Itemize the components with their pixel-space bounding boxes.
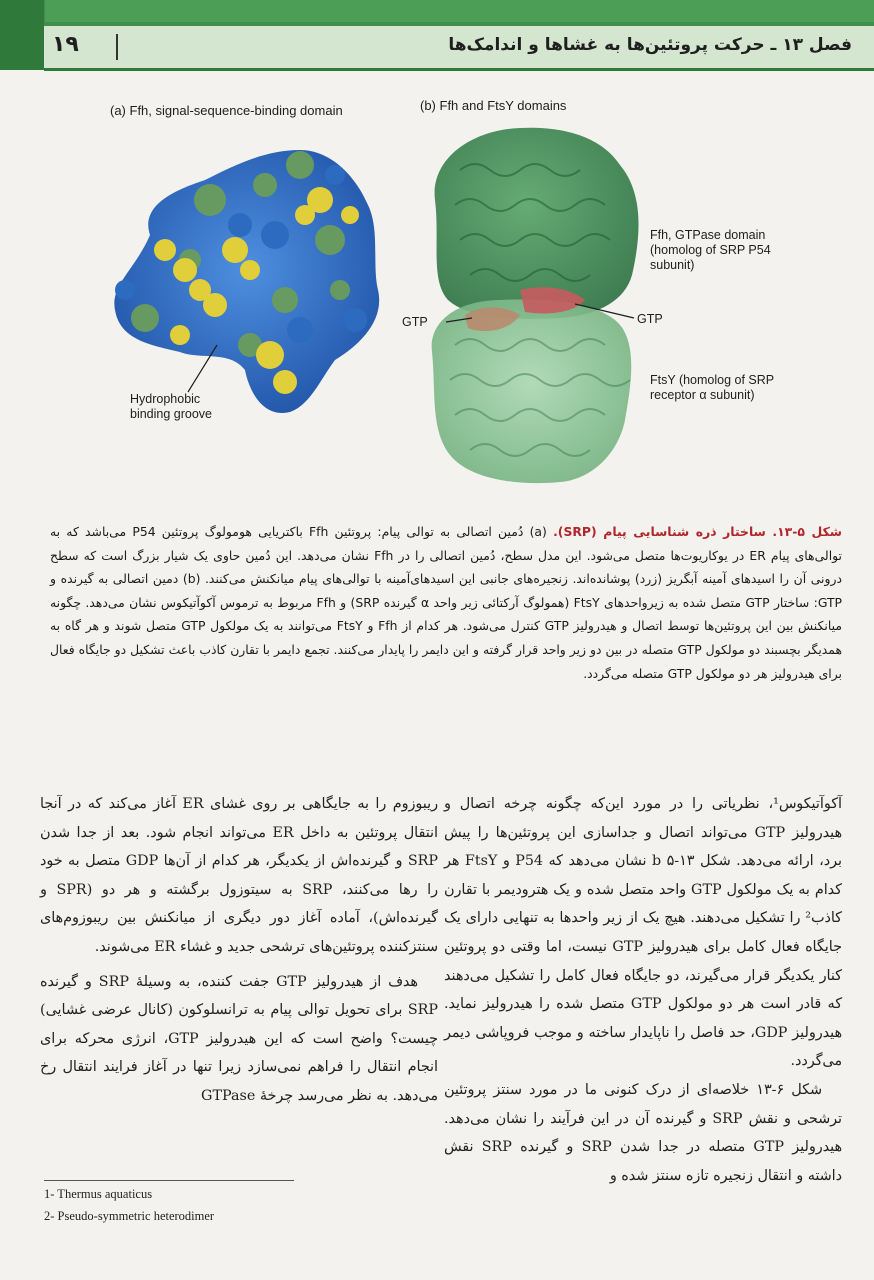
panel-a-label: (a) Ffh, signal-sequence-binding domain [110, 103, 343, 118]
footnote-2: 2- Pseudo-symmetric heterodimer [44, 1209, 215, 1223]
paragraph: شکل ۶-۱۳ خلاصه‌ای از درک کنونی ما در مورد سنتز پروتئین ترشحی و نقش SRP و گیرنده آن در این فرآیند را نشان می‌دهد. هیدرولیز GTP متصله در جدا شدن SRP و گیرنده SRP نقش داشته و انتقال زنجیره تازه سنتز شده و [444, 1081, 842, 1184]
paragraph: هدف از هیدرولیز GTP جفت کننده، به وسیلهٔ SRP و گیرنده SRP برای تحویل توالی پیام به ترانسلوکون (کانال عرضی غشایی) چیست؟ واضح است که این هیدرولیز GTP، انرژی محرکه برای انجام انتقال را فراهم نمی‌سازد زیرا تنها در آغاز فرایند انتقال رخ می‌دهد. به نظر می‌رسد چرخهٔ GTPase [40, 973, 438, 1104]
hydrophobic-groove-label: Hydrophobic binding groove [130, 392, 213, 421]
ffh-gtpase-label: Ffh, GTPase domain (homolog of SRP P54 subunit) [650, 228, 771, 272]
body-column-left [40, 790, 438, 1111]
paragraph: آکوآتیکوس¹، نظریاتی را در مورد این‌که چگونه چرخه اتصال و هیدرولیز GTP می‌تواند اتصال و جداسازی این پروتئین‌ها را پیش برد، ارائه می‌دهد. شکل b ۵-۱۳ نشان می‌دهد که P54 و FtsY هر کدام به یک مولکول GTP واحد متصل شده و یک هترودیمر با تقارن کاذب² را تشکیل می‌دهند. هیچ یک از زیر واحدها به تنهایی دارای یک جایگاه فعال کامل برای هیدرولیز GTP نیست، اما وقتی دو پروتئین کنار یکدیگر قرار می‌گیرند، دو جایگاه فعال کامل را تشکیل می‌دهند که قادر است هر دو مولکول GTP متصل شده را هیدرولیز نماید. هیدرولیز GDP، حد فاصل را ناپایدار ساخته و موجب فروپاشی دیمر می‌گردد. [444, 796, 842, 1070]
figure-caption [50, 520, 842, 685]
gtp-label-left: GTP [402, 315, 428, 329]
ffh-ftsy-complex [432, 128, 639, 483]
caption-text: (a) دُمین اتصالی به توالی پیام: پروتئین Ffh باکتریایی هومولوگ پروتئین P54 می‌باشد که به توالی‌های پیام ER در یوکاریوت‌ها متصل می‌شود. این مدل سطح، دُمین اتصالی را در Ffh نشان می‌دهد. این دُمین حاوی یک شیار بزرگ است که سطح درونی آن را اسیدهای آمینه آبگریز (زرد) پوشانده‌اند. زنجیره‌های جانبی این اسیدهای‌آمینه با توالی‌های پیام میانکنش می‌کنند. (b) دمین اتصالی به گیرنده و GTP: ساختار GTP متصل شده به زیرواحدهای FtsY (همولوگ آرکتائی زیر واحد α گیرنده SRP) و Ffh مربوط به ترموس آکوآتیکوس نشان می‌دهد. چگونه میانکنش بین این پروتئین‌ها توسط اتصال و هیدرولیز GTP کنترل می‌شود. هر کدام از Ffh و FtsY می‌توانند به یک مولکول GTP متصل شوند و هر گاه به همدیگر بچسبند دو مولکول GTP متصله در بین دو زیر واحد قرار گرفته و این دایمر را پایدار می‌کنند. تجمع دایمر با تقارن کاذب باعث تشکیل دو جایگاه فعال برای هیدرولیز هر دو مولکول GTP متصله می‌گردد. [50, 524, 843, 681]
ffh-surface-model [114, 150, 379, 413]
caption-title: شکل ۵-۱۳. ساختار ذره شناسایی پیام (SRP). [553, 524, 842, 539]
footnote-1: 1- Thermus aquaticus [44, 1187, 153, 1201]
footnote-rule [44, 1180, 294, 1181]
panel-b-label: (b) Ffh and FtsY domains [420, 98, 567, 113]
chapter-title: فصل ۱۳ ـ حرکت پروتئین‌ها به غشاها و اندامک‌ها [448, 35, 852, 55]
body-column-right [444, 790, 842, 1190]
gtp-label-right: GTP [637, 312, 663, 326]
paragraph: ریبوزوم را به جایگاهی بر روی غشای ER آغاز می‌کند که در آنجا انتقال پروتئین به داخل ER می‌تواند انجام شود. بعد از جدا شدن SRP و گیرنده‌اش از یکدیگر، هر کدام از آن‌ها GDP متصل به خود را رها می‌کنند، SRP به سیتوزول برگشته و هر دو (SPR و گیرنده‌اش)، آماده آغاز دور دیگری از میانکنش بین ریبوزوم‌های سنتزکننده پروتئین‌های ترشحی جدید و غشاء ER می‌شوند. [40, 796, 438, 955]
page-number: ۱۹ [52, 32, 79, 57]
ftsy-label: FtsY (homolog of SRP receptor α subunit) [650, 373, 775, 402]
